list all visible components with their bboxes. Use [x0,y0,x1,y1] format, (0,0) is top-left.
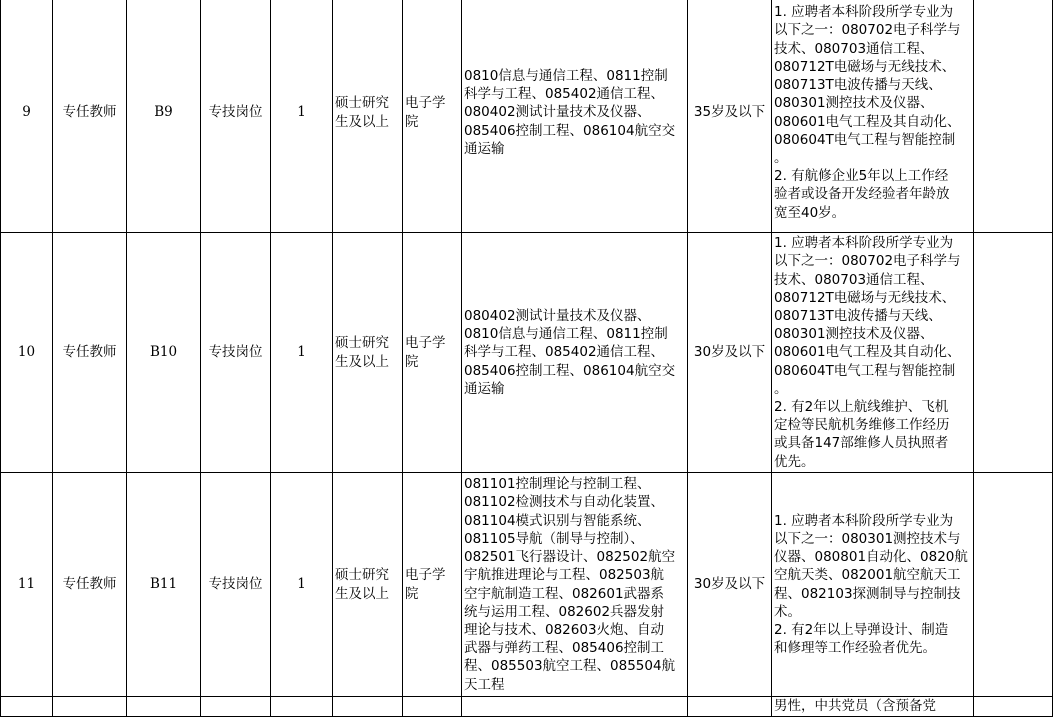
requirements-cell-line: 2. 有2年以上航线维护、飞机 [774,399,949,415]
majors-cell-line: 通运输 [464,380,505,397]
education-cell-line: 生及以上 [335,113,389,130]
requirements-cell-line: 宽至40岁。 [774,204,846,221]
education-cell-line: 生及以上 [335,585,389,602]
majors-cell [462,0,688,233]
majors-cell-line: 理论与技术、082603火炮、自动 [464,621,665,638]
education-cell [333,0,403,233]
department-cell-line: 院 [405,585,419,602]
requirements-cell-line: 以下之一：080702电子科学与 [774,22,961,39]
education-cell-line: 生及以上 [335,353,389,370]
headcount-cell: 1 [271,473,333,697]
majors-cell-line: 081104模式识别与智能系统、 [464,512,651,529]
majors-cell-line: 武器与弹药工程、085406控制工 [464,640,665,657]
position-code-cell: B11 [127,473,201,697]
requirements-cell [772,233,974,473]
age-limit-cell: 30岁及以下 [688,233,772,473]
majors-cell-line: 080402测试计量技术及仪器、 [464,307,651,324]
majors-cell-line: 080402测试计量技术及仪器、 [464,104,651,121]
majors-cell-line: 085406控制工程、086104航空交 [464,362,676,379]
requirements-cell-line: 或具备147部维修人员执照者 [774,435,949,452]
majors-cell-line: 081105导航（制导与控制）、 [464,530,644,547]
age-limit-cell: 35岁及以下 [688,0,772,233]
row-number-cell: 10 [1,233,53,473]
department-cell-line: 电子学 [405,95,446,112]
majors-cell-line: 0810信息与通信工程、0811控制 [464,326,668,343]
majors-cell-line: 081101控制理论与控制工程、 [464,476,651,493]
requirements-cell [772,473,974,697]
requirements-cell-line: 080301测控技术及仪器、 [774,95,934,112]
department-cell [403,0,462,233]
requirements-cell-line: 仪器、080801自动化、0820航 [774,549,968,566]
job-type-cell: 专任教师 [53,0,127,233]
table-row [1,473,1053,697]
position-category-cell: 专技岗位 [201,473,271,697]
notes-cell [974,233,1053,473]
education-cell-line: 硕士研究 [335,95,389,112]
education-cell-line: 硕士研究 [335,567,389,584]
requirements-cell [772,0,974,233]
position-category-cell: 专技岗位 [201,233,271,473]
department-cell [403,233,462,473]
department-cell-line: 电子学 [405,335,446,352]
requirements-cell-line: 080601电气工程及其自动化、 [774,344,961,361]
requirements-cell-line: 和修理等工作经验者优先。 [774,640,936,657]
majors-cell [462,473,688,697]
requirements-cell-line: 。 [774,380,788,397]
requirements-cell-line: 空航天类、082001航空航天工 [774,567,961,584]
majors-cell [462,233,688,473]
majors-cell-line: 085406控制工程、086104航空交 [464,122,676,139]
majors-cell-line: 程、085503航空工程、085504航 [464,658,676,675]
majors-cell-line: 统与运用工程、082602兵器发射 [464,603,665,620]
requirements-cell-line: 优先。 [774,453,815,470]
position-code-cell: B9 [127,0,201,233]
headcount-cell: 1 [271,0,333,233]
requirements-cell-line: 1. 应聘者本科阶段所学专业为 [774,235,954,252]
majors-cell-line: 通运输 [464,140,505,157]
requirements-cell-line: 1. 应聘者本科阶段所学专业为 [774,4,954,21]
position-code-cell: B10 [127,233,201,473]
requirements-cell-line: 术。 [774,603,801,620]
position-category-cell: 专技岗位 [201,0,271,233]
requirements-cell-line: 1. 应聘者本科阶段所学专业为 [774,512,954,529]
requirements-cell-line: 080713T电波传播与天线、 [774,307,942,324]
requirements-cell-line: 定检等民航机务维修工作经历 [774,417,950,434]
row-number-cell: 9 [1,0,53,233]
job-type-cell: 专任教师 [53,233,127,473]
table-row [1,233,1053,473]
age-limit-cell: 30岁及以下 [688,473,772,697]
table-row [1,0,1053,233]
requirements-cell-line: 技术、080703通信工程、 [774,40,934,57]
headcount-cell: 1 [271,233,333,473]
notes-cell [974,0,1053,233]
requirements-cell-line: 080604T电气工程与智能控制 [774,131,956,148]
notes-cell [974,473,1053,697]
majors-cell-line: 082501飞行器设计、082502航空 [464,549,676,566]
requirements-cell-line: 080712T电磁场与无线技术、 [774,289,956,306]
education-cell-line: 硕士研究 [335,335,389,352]
requirements-cell-line: 验者或设备开发经验者年龄放 [774,186,950,203]
requirements-cell-line: 2. 有2年以上导弹设计、制造 [774,621,949,638]
majors-cell-line: 天工程 [464,676,505,693]
department-cell [403,473,462,697]
requirements-cell-line: 程、082103探测制导与控制技 [774,585,961,602]
requirements-cell-line: 080301测控技术及仪器、 [774,326,934,343]
education-cell [333,473,403,697]
majors-cell-line: 0810信息与通信工程、0811控制 [464,67,668,84]
requirements-cell-line: 男性，中共党员（含预备党 [774,698,936,714]
requirements-cell-line: 080713T电波传播与天线、 [774,77,942,94]
row-number-cell: 11 [1,473,53,697]
majors-cell-line: 081102检测技术与自动化装置、 [464,494,665,511]
department-cell-line: 院 [405,113,419,130]
requirements-cell-line: 以下之一：080702电子科学与 [774,253,961,270]
requirements-cell-line: 080601电气工程及其自动化、 [774,113,961,130]
majors-cell-line: 科学与工程、085402通信工程、 [464,344,665,361]
department-cell-line: 院 [405,353,419,370]
majors-cell-line: 科学与工程、085402通信工程、 [464,86,665,103]
majors-cell-line: 空宇航制造工程、082601武器系 [464,585,665,602]
requirements-cell-line: 2. 有航修企业5年以上工作经 [774,168,949,185]
requirements-cell-line: 。 [774,149,788,166]
requirements-cell-line: 技术、080703通信工程、 [774,271,934,288]
requirements-cell-line: 080604T电气工程与智能控制 [774,362,956,379]
job-type-cell: 专任教师 [53,473,127,697]
majors-cell-line: 宇航推进理论与工程、082503航 [464,567,665,584]
requirements-cell-line: 080712T电磁场与无线技术、 [774,58,956,75]
requirements-cell-line: 以下之一：080301测控技术与 [774,530,961,547]
department-cell-line: 电子学 [405,567,446,584]
education-cell [333,233,403,473]
